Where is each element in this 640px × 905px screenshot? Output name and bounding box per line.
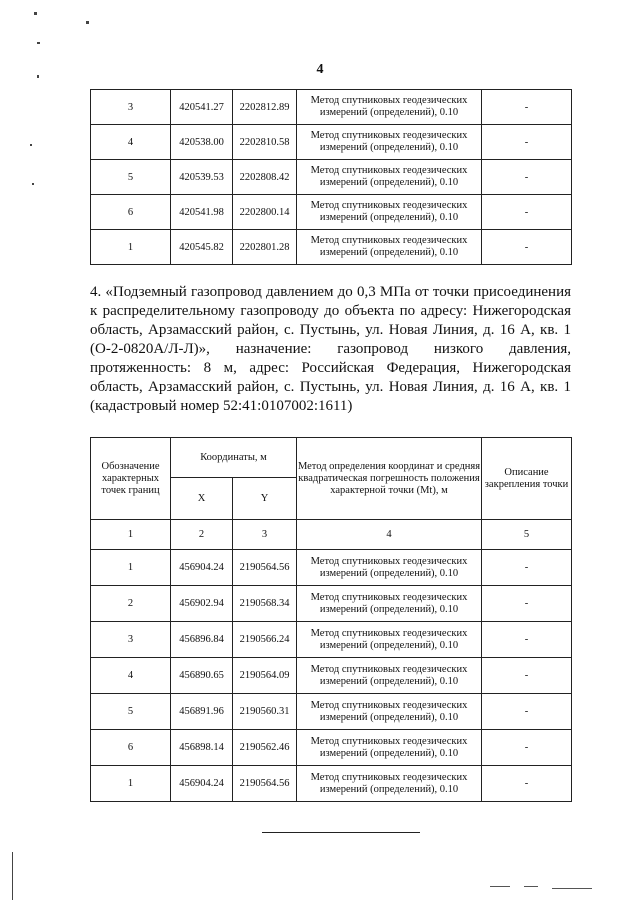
x-cell: 420539.53 — [171, 160, 233, 195]
point-cell: 3 — [91, 90, 171, 125]
description-cell: - — [482, 622, 572, 658]
x-cell: 456904.24 — [171, 550, 233, 586]
table-row — [91, 125, 572, 160]
description-cell: - — [482, 658, 572, 694]
table-row — [91, 586, 572, 622]
method-cell: Метод спутниковых геодезических измерений (определений), 0.10 — [297, 730, 482, 766]
x-cell: 456902.94 — [171, 586, 233, 622]
x-cell: 456904.24 — [171, 766, 233, 802]
y-cell: 2202812.89 — [233, 90, 297, 125]
column-number: 4 — [297, 520, 482, 550]
description-cell: - — [482, 766, 572, 802]
point-cell: 4 — [91, 658, 171, 694]
method-cell: Метод спутниковых геодезических измерений (определений), 0.10 — [297, 90, 482, 125]
table-row — [91, 90, 572, 125]
description-cell: - — [482, 550, 572, 586]
description-cell: - — [482, 195, 572, 230]
x-cell: 456891.96 — [171, 694, 233, 730]
point-cell: 5 — [91, 160, 171, 195]
scan-edge-stroke — [524, 886, 538, 887]
page-number: 4 — [316, 62, 324, 77]
y-cell: 2202810.58 — [233, 125, 297, 160]
method-cell: Метод спутниковых геодезических измерений (определений), 0.10 — [297, 586, 482, 622]
header-y: Y — [233, 478, 297, 520]
x-cell: 420541.98 — [171, 195, 233, 230]
method-cell: Метод спутниковых геодезических измерений (определений), 0.10 — [297, 160, 482, 195]
x-cell: 456898.14 — [171, 730, 233, 766]
table-row — [91, 195, 572, 230]
scan-speck — [37, 42, 40, 44]
method-cell: Метод спутниковых геодезических измерений (определений), 0.10 — [297, 230, 482, 265]
method-cell: Метод спутниковых геодезических измерений (определений), 0.10 — [297, 658, 482, 694]
method-cell: Метод спутниковых геодезических измерений (определений), 0.10 — [297, 622, 482, 658]
description-cell: - — [482, 125, 572, 160]
column-number: 5 — [482, 520, 572, 550]
column-number: 3 — [233, 520, 297, 550]
table-row — [91, 230, 572, 265]
description-cell: - — [482, 230, 572, 265]
header-coordinates: Координаты, м — [171, 438, 297, 478]
method-cell: Метод спутниковых геодезических измерений (определений), 0.10 — [297, 766, 482, 802]
scan-speck — [30, 144, 32, 146]
scan-edge-stroke — [552, 888, 592, 889]
scan-speck — [86, 21, 89, 24]
y-cell: 2190564.09 — [233, 658, 297, 694]
x-cell: 456896.84 — [171, 622, 233, 658]
coordinates-table — [90, 437, 572, 802]
method-cell: Метод спутниковых геодезических измерений (определений), 0.10 — [297, 694, 482, 730]
y-cell: 2190566.24 — [233, 622, 297, 658]
y-cell: 2190562.46 — [233, 730, 297, 766]
description-cell: - — [482, 730, 572, 766]
x-cell: 456890.65 — [171, 658, 233, 694]
column-number: 2 — [171, 520, 233, 550]
y-cell: 2190560.31 — [233, 694, 297, 730]
y-cell: 2202800.14 — [233, 195, 297, 230]
signature-line — [262, 832, 420, 833]
description-cell: - — [482, 160, 572, 195]
point-cell: 3 — [91, 622, 171, 658]
header-point-label: Обозначение характерных точек границ — [91, 438, 171, 520]
table-row — [91, 766, 572, 802]
scan-speck — [34, 12, 37, 15]
x-cell: 420545.82 — [171, 230, 233, 265]
scan-edge-stroke — [490, 886, 510, 887]
column-number: 1 — [91, 520, 171, 550]
description-cell: - — [482, 694, 572, 730]
table-row — [91, 730, 572, 766]
point-cell: 1 — [91, 230, 171, 265]
table-row — [91, 622, 572, 658]
table-row — [91, 694, 572, 730]
method-cell: Метод спутниковых геодезических измерений (определений), 0.10 — [297, 125, 482, 160]
y-cell: 2190564.56 — [233, 766, 297, 802]
y-cell: 2190568.34 — [233, 586, 297, 622]
y-cell: 2190564.56 — [233, 550, 297, 586]
x-cell: 420541.27 — [171, 90, 233, 125]
point-cell: 6 — [91, 195, 171, 230]
scan-edge-line — [12, 852, 13, 900]
point-cell: 1 — [91, 550, 171, 586]
point-cell: 2 — [91, 586, 171, 622]
coordinates-table-continued — [90, 89, 572, 265]
header-x: X — [171, 478, 233, 520]
description-cell: - — [482, 90, 572, 125]
point-cell: 4 — [91, 125, 171, 160]
point-cell: 5 — [91, 694, 171, 730]
table-row — [91, 658, 572, 694]
point-cell: 1 — [91, 766, 171, 802]
scan-speck — [32, 183, 34, 185]
method-cell: Метод спутниковых геодезических измерений (определений), 0.10 — [297, 550, 482, 586]
header-description: Описание закрепления точки — [482, 438, 572, 520]
header-method: Метод определения координат и средняя квадратическая погрешность положения характерной точки (Mt), м — [297, 438, 482, 520]
method-cell: Метод спутниковых геодезических измерений (определений), 0.10 — [297, 195, 482, 230]
table-row — [91, 160, 572, 195]
y-cell: 2202808.42 — [233, 160, 297, 195]
description-cell: - — [482, 586, 572, 622]
table-row — [91, 550, 572, 586]
y-cell: 2202801.28 — [233, 230, 297, 265]
point-cell: 6 — [91, 730, 171, 766]
object-description: 4. «Подземный газопровод давлением до 0,3 МПа от точки присоединения к распределительному газопроводу до объекта по адресу: Нижегородская область, Арзамасский район, с. Пустынь, ул. Новая Линия, д. 16 А, кв. 1 (О-2-0820А/Л-Л)», назначение: газопровод низкого давления, протяженность: 8 м, адрес: Российская Федерация, Нижегородская область, Арзамасский район, с. Пустынь, ул. Новая Линия, д. 16 А, кв. 1 (кадастровый номер 52:41:0107002:1611) — [90, 284, 571, 414]
x-cell: 420538.00 — [171, 125, 233, 160]
